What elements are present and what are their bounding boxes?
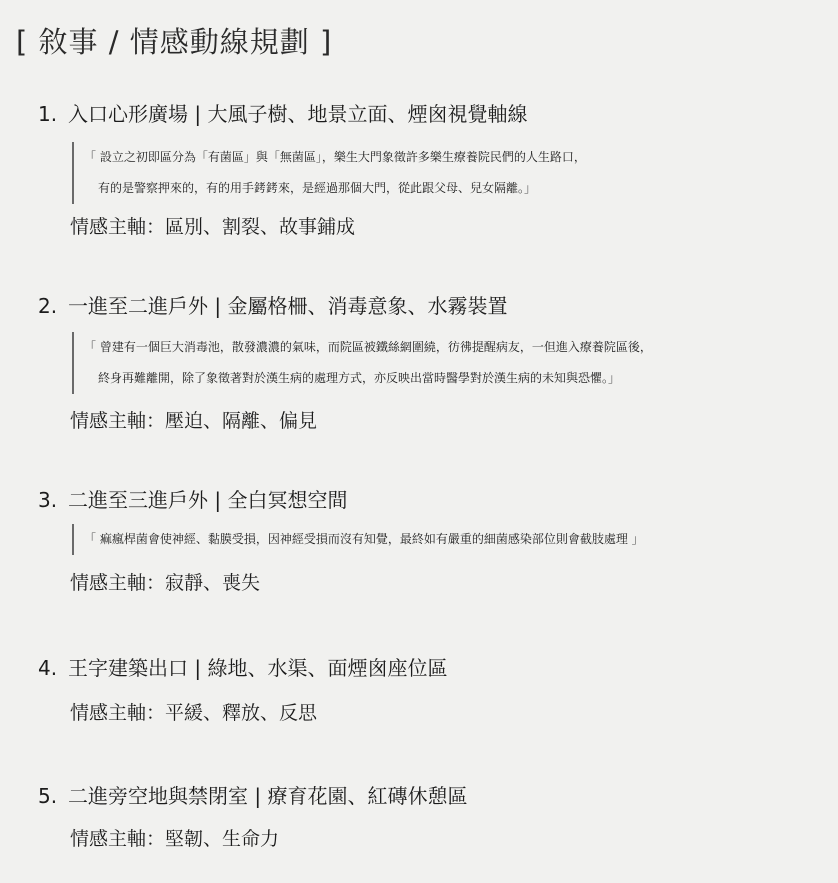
section-quote xyxy=(72,142,586,204)
section-number: 1. xyxy=(38,102,58,126)
section-number: 5. xyxy=(38,784,58,808)
section-heading xyxy=(38,290,507,319)
section-number: 2. xyxy=(38,294,58,318)
page-title: [ 敘事 / 情感動線規劃 ] xyxy=(16,25,333,59)
section-heading xyxy=(38,98,527,127)
section-number: 3. xyxy=(38,488,58,512)
section-title: 入口心形廣場 | 大風子樹、地景立面、煙囪視覺軸線 xyxy=(68,102,528,126)
section-title: 二進至三進戶外 | 全白冥想空間 xyxy=(68,488,348,512)
emotion-axis: 情感主軸：寂靜、喪失 xyxy=(70,572,261,594)
quote-line: 有的是警察押來的，有的用手銬銬來，是經過那個大門，從此跟父母、兒女隔離。」 xyxy=(98,181,537,195)
section-title: 王字建築出口 | 綠地、水渠、面煙囪座位區 xyxy=(68,656,448,680)
section-quote xyxy=(72,332,652,394)
emotion-axis: 情感主軸：區別、割裂、故事鋪成 xyxy=(70,216,356,238)
section-title: 一進至二進戶外 | 金屬格柵、消毒意象、水霧裝置 xyxy=(68,294,508,318)
section-heading xyxy=(38,780,467,809)
quote-line: 「 設立之初即區分為「有菌區」與「無菌區」，樂生大門象徵許多樂生療養院民們的人生路口， xyxy=(84,150,586,164)
emotion-axis: 情感主軸：堅韌、生命力 xyxy=(70,828,280,850)
quote-line: 終身再難離開，除了象徵著對於漢生病的處理方式，亦反映出當時醫學對於漢生病的未知與恐懼。」 xyxy=(98,371,621,385)
section-quote xyxy=(72,524,644,555)
section-heading xyxy=(38,652,447,681)
emotion-axis: 情感主軸：壓迫、隔離、偏見 xyxy=(70,410,318,432)
quote-line: 「 痲瘋桿菌會使神經、黏膜受損，因神經受損而沒有知覺，最終如有嚴重的細菌感染部位則會截肢處理 」 xyxy=(84,532,644,546)
quote-line: 「 曾建有一個巨大消毒池，散發濃濃的氣味，而院區被鐵絲網圍繞，彷彿提醒病友，一但進入療養院區後， xyxy=(84,340,652,354)
section-number: 4. xyxy=(38,656,58,680)
section-title: 二進旁空地與禁閉室 | 療育花園、紅磚休憩區 xyxy=(68,784,468,808)
section-heading xyxy=(38,484,347,513)
emotion-axis: 情感主軸：平緩、釋放、反思 xyxy=(70,702,318,724)
